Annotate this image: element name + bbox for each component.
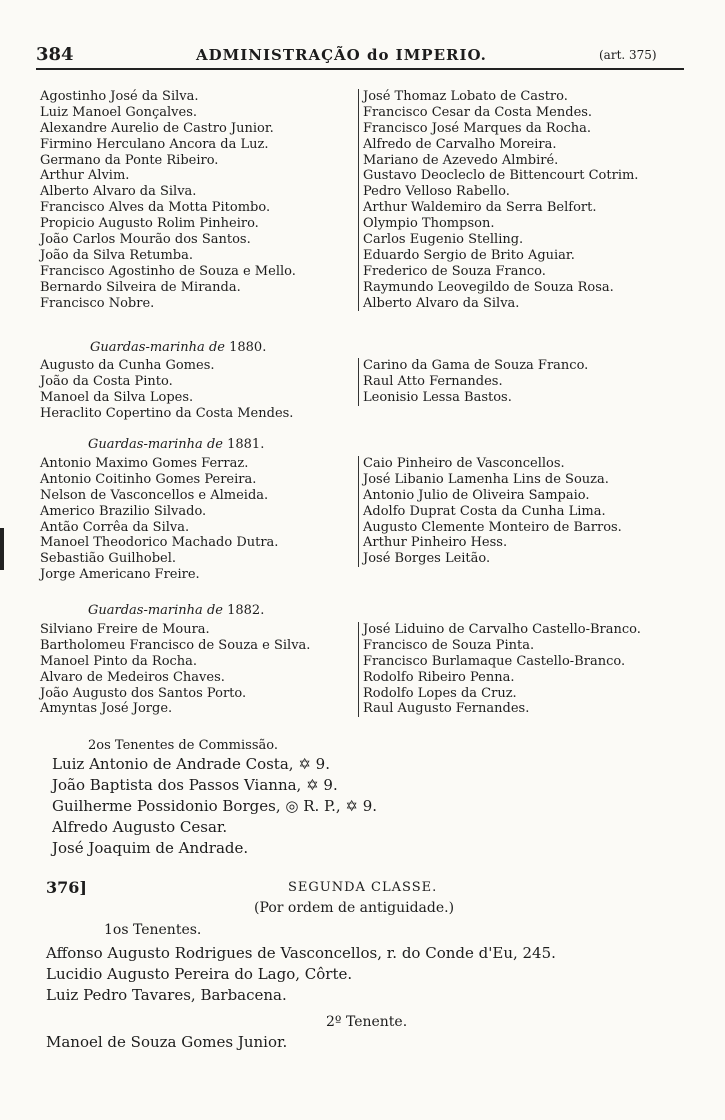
page-title: ADMINISTRAÇÃO do IMPERIO. — [196, 46, 487, 64]
heading-de: de — [206, 603, 223, 618]
heading-label: Guardas-marinha — [88, 437, 203, 452]
segundo-tenente-heading: 2º Tenente. — [326, 1014, 408, 1030]
name-entry: Americo Brazilio Silvado. — [40, 503, 207, 519]
section-title: SEGUNDA CLASSE. — [288, 880, 438, 895]
g1880-right-column — [358, 358, 588, 406]
name-entry: Caio Pinheiro de Vasconcellos. — [363, 456, 565, 471]
name-entry: Francisco Agostinho de Souza e Mello. — [40, 263, 296, 279]
name-entry: Alexandre Aurelio de Castro Junior. — [40, 120, 274, 136]
name-entry: Guilherme Possidonio Borges, ◎ R. P., ✡ 9. — [52, 797, 378, 815]
name-entry: Bernardo Silveira de Miranda. — [40, 279, 241, 295]
name-entry: Bartholomeu Francisco de Souza e Silva. — [40, 637, 311, 653]
name-entry: Lucidio Augusto Pereira do Lago, Côrte. — [46, 965, 353, 983]
name-entry: Manoel Theodorico Machado Dutra. — [40, 535, 279, 551]
name-entry: Alberto Alvaro da Silva. — [40, 184, 197, 200]
g1881-right-column — [358, 456, 622, 567]
margin-mark — [0, 528, 4, 570]
name-entry: José Joaquim de Andrade. — [52, 839, 249, 857]
name-entry: Propicio Augusto Rolim Pinheiro. — [40, 216, 259, 232]
heading-year: 1881. — [227, 437, 265, 452]
name-entry: Leonisio Lessa Bastos. — [363, 389, 512, 405]
name-entry: José Liduino de Carvalho Castello-Branco. — [363, 622, 641, 637]
heading-year: 1882. — [227, 603, 265, 618]
header-rule — [36, 68, 684, 70]
name-entry: Rodolfo Ribeiro Penna. — [363, 669, 515, 685]
page-number: 384 — [36, 44, 74, 65]
name-entry: Francisco Alves da Motta Pitombo. — [40, 200, 271, 216]
name-entry: João Carlos Mourão dos Santos. — [40, 232, 251, 248]
section-heading-1880 — [90, 340, 266, 355]
g1881-left-column — [40, 456, 278, 583]
tenentes-comissao-heading: 2os Tenentes de Commissão. — [88, 738, 278, 753]
name-entry: Raul Atto Fernandes. — [363, 373, 503, 389]
g1880-left-column — [40, 358, 293, 422]
name-entry: Francisco Burlamaque Castello-Branco. — [363, 653, 626, 669]
name-entry: Luiz Manoel Gonçalves. — [40, 104, 198, 120]
name-entry: Frederico de Souza Franco. — [363, 263, 546, 279]
name-entry: Luiz Pedro Tavares, Barbacena. — [46, 986, 287, 1004]
name-entry: Nelson de Vasconcellos e Almeida. — [40, 487, 269, 503]
name-entry: Gustavo Deocleclo de Bittencourt Cotrim. — [363, 168, 639, 184]
name-entry: José Libanio Lamenha Lins de Souza. — [363, 471, 609, 487]
name-entry: Mariano de Azevedo Almbiré. — [363, 152, 559, 168]
g1882-left-column — [40, 622, 310, 717]
name-entry: Augusto da Cunha Gomes. — [40, 358, 215, 373]
name-entry: Jorge Americano Freire. — [40, 567, 200, 583]
name-entry: Francisco Nobre. — [40, 295, 155, 311]
name-entry: Luiz Antonio de Andrade Costa, ✡ 9. — [52, 755, 330, 773]
name-entry: Pedro Velloso Rabello. — [363, 184, 510, 200]
name-entry: José Thomaz Lobato de Castro. — [363, 89, 568, 104]
name-entry: Eduardo Sergio de Brito Aguiar. — [363, 247, 575, 263]
heading-de: de — [208, 340, 225, 355]
name-entry: João da Costa Pinto. — [40, 373, 173, 389]
name-entry: José Borges Leitão. — [363, 551, 491, 567]
section-subtitle: (Por ordem de antiguidade.) — [254, 900, 455, 916]
name-entry: Heraclito Copertino da Costa Mendes. — [40, 405, 294, 421]
name-entry: Arthur Pinheiro Hess. — [363, 535, 508, 551]
name-entry: Adolfo Duprat Costa da Cunha Lima. — [363, 503, 606, 519]
g1882-right-column — [358, 622, 641, 717]
tenentes-comissao-list — [52, 754, 377, 859]
name-entry: Antão Corrêa da Silva. — [40, 519, 190, 535]
name-entry: Antonio Coitinho Gomes Pereira. — [40, 471, 257, 487]
name-entry: Raymundo Leovegildo de Souza Rosa. — [363, 279, 614, 295]
primeiros-tenentes-heading: 1os Tenentes. — [104, 922, 202, 938]
heading-de: de — [206, 437, 223, 452]
article-number: 376] — [46, 878, 87, 897]
block1-left-column — [40, 89, 296, 311]
name-entry: Arthur Alvim. — [40, 168, 130, 184]
name-entry: Manoel da Silva Lopes. — [40, 389, 194, 405]
name-entry: Alfredo Augusto Cesar. — [52, 818, 228, 836]
name-entry: Alvaro de Medeiros Chaves. — [40, 669, 225, 685]
name-entry: Raul Augusto Fernandes. — [363, 701, 530, 717]
name-entry: Antonio Maximo Gomes Ferraz. — [40, 456, 249, 471]
article-ref: (art. 375) — [599, 48, 657, 62]
name-entry: Antonio Julio de Oliveira Sampaio. — [363, 487, 590, 503]
name-entry: Carino da Gama de Souza Franco. — [363, 358, 589, 373]
name-entry: João da Silva Retumba. — [40, 247, 194, 263]
name-entry: Arthur Waldemiro da Serra Belfort. — [363, 200, 597, 216]
name-entry: Silviano Freire de Moura. — [40, 622, 210, 637]
name-entry: Sebastião Guilhobel. — [40, 551, 177, 567]
page-header — [36, 44, 686, 66]
name-entry: Olympio Thompson. — [363, 216, 495, 232]
name-entry: Francisco de Souza Pinta. — [363, 637, 535, 653]
name-entry: Germano da Ponte Ribeiro. — [40, 152, 219, 168]
name-entry: Rodolfo Lopes da Cruz. — [363, 685, 517, 701]
name-entry: Francisco José Marques da Rocha. — [363, 120, 592, 136]
primeiros-tenentes-list — [46, 943, 556, 1006]
name-entry: Manoel de Souza Gomes Junior. — [46, 1033, 288, 1051]
name-entry: Alfredo de Carvalho Moreira. — [363, 136, 557, 152]
block1-right-column — [358, 89, 638, 311]
name-entry: Amyntas José Jorge. — [40, 701, 173, 717]
name-entry: João Augusto dos Santos Porto. — [40, 685, 247, 701]
heading-year: 1880. — [229, 340, 267, 355]
name-entry: João Baptista dos Passos Vianna, ✡ 9. — [52, 776, 338, 794]
name-entry: Augusto Clemente Monteiro de Barros. — [363, 519, 622, 535]
name-entry: Agostinho José da Silva. — [40, 89, 199, 104]
name-entry: Francisco Cesar da Costa Mendes. — [363, 104, 593, 120]
name-entry: Carlos Eugenio Stelling. — [363, 232, 524, 248]
section-heading-1881 — [88, 437, 264, 452]
section-heading-1882 — [88, 603, 264, 618]
heading-label: Guardas-marinha — [88, 603, 203, 618]
name-entry: Alberto Alvaro da Silva. — [363, 295, 520, 311]
name-entry: Firmino Herculano Ancora da Luz. — [40, 136, 269, 152]
name-entry: Affonso Augusto Rodrigues de Vasconcellos, r. do Conde d'Eu, 245. — [46, 944, 556, 962]
name-entry: Manoel Pinto da Rocha. — [40, 653, 198, 669]
heading-label: Guardas-marinha — [90, 340, 205, 355]
